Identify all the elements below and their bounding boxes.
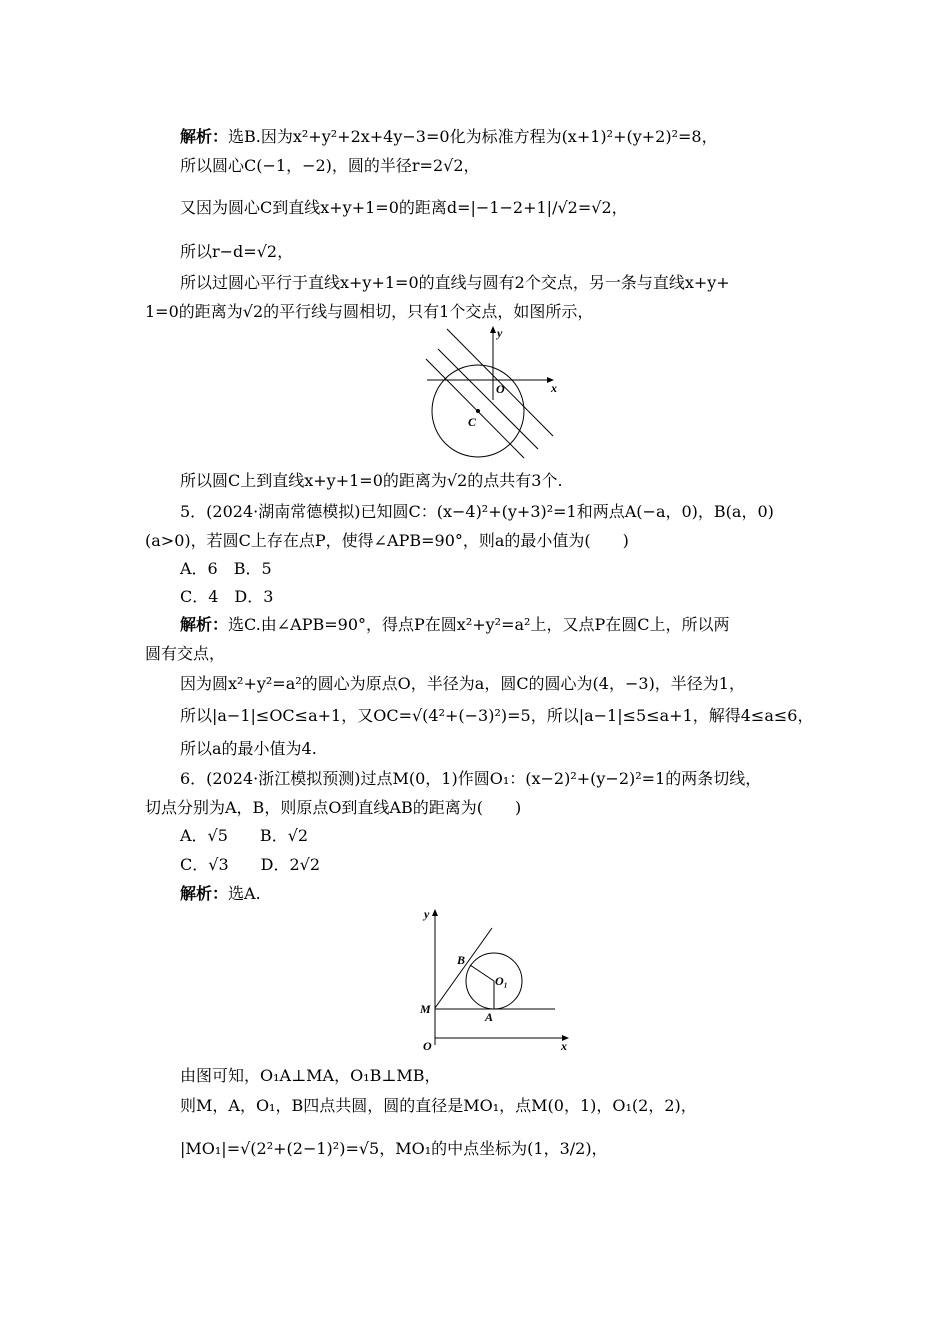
question-6-options-cd: C．√3 D．2√2: [180, 855, 321, 874]
solution-5-line-4: 所以|a−1|≤OC≤a+1，又OC=√(4²+(−3)²)=5，所以|a−1|≤5≤a+1，解得4≤a≤6，: [180, 706, 814, 725]
solution-line-5: 所以过圆心平行于直线x+y+1=0的直线与圆有2个交点，另一条与直线x+y+: [180, 273, 730, 292]
solution-line-6: 1=0的距离为√2的平行线与圆相切，只有1个交点，如图所示，: [145, 302, 594, 321]
solution-label: 解析：: [180, 884, 229, 903]
solution-6-line-1: 解析：选A.: [180, 884, 261, 903]
point-c: [476, 409, 480, 413]
label-y: y: [497, 326, 503, 340]
solution-6-line-4: |MO₁|=√(2²+(2−1)²)=√5，MO₁的中点坐标为(1，3/2)，: [180, 1139, 608, 1158]
solution-label: 解析：: [180, 615, 229, 634]
y-axis-arrow: [432, 909, 438, 916]
label-x: x: [561, 1039, 567, 1053]
label-a: A: [485, 1010, 494, 1024]
solution-6-line-3: 则M，A，O₁，B四点共圆，圆的直径是MO₁，点M(0，1)，O₁(2，2)，: [180, 1096, 697, 1115]
label-x: x: [551, 381, 557, 395]
question-5-line-1: 5．(2024·湖南常德模拟)已知圆C：(x−4)²+(y+3)²=1和两点A(−a，0)，B(a，0): [180, 502, 774, 521]
question-6-options-ab: A．√5 B．√2: [180, 826, 309, 845]
solution-5-line-5: 所以a的最小值为4.: [180, 739, 317, 758]
solution-5-line-2: 圆有交点，: [145, 644, 226, 663]
question-6-line-1: 6．(2024·浙江模拟预测)过点M(0，1)作圆O₁：(x−2)²+(y−2)²=1的两条切线，: [180, 769, 762, 788]
question-6-line-2: 切点分别为A，B，则原点O到直线AB的距离为( ): [145, 798, 522, 817]
solution-line-4: 所以r−d=√2，: [180, 242, 294, 261]
radius-o1b: [470, 965, 494, 981]
y-axis-arrow: [490, 326, 496, 333]
label-o1: O₁: [495, 974, 508, 988]
label-o: O: [423, 1039, 432, 1053]
solution-line-1: 解析：选B.因为x²+y²+2x+4y−3=0化为标准方程为(x+1)²+(y+2)²=8，: [180, 127, 718, 146]
label-y: y: [424, 907, 430, 921]
solution-5-line-3: 因为圆x²+y²=a²的圆心为原点O，半径为a，圆C的圆心为(4，−3)，半径为1，: [180, 674, 745, 693]
question-5-line-2: (a>0)，若圆C上存在点P，使得∠APB=90°，则a的最小值为( ): [145, 531, 629, 550]
question-5-options-cd: C．4 D．3: [180, 587, 274, 606]
question-5-options-ab: A．6 B．5: [180, 559, 272, 578]
line-x-y-1: [438, 349, 538, 449]
solution-line-7: 所以圆C上到直线x+y+1=0的距离为√2的点共有3个.: [180, 471, 563, 490]
solution-line-2: 所以圆心C(−1，−2)，圆的半径r=2√2，: [180, 156, 480, 175]
label-c: C: [468, 415, 477, 429]
line-through-center: [426, 359, 524, 458]
figure-circle-lines: [420, 325, 565, 465]
figure-tangent-lines: [415, 905, 575, 1055]
label-o: O: [496, 382, 505, 396]
solution-label: 解析：: [180, 127, 229, 146]
label-b: B: [457, 953, 466, 967]
solution-5-line-1: 解析：选C.由∠APB=90°，得点P在圆x²+y²=a²上，又点P在圆C上，所以两: [180, 615, 730, 634]
label-m: M: [420, 1002, 431, 1016]
solution-6-line-2: 由图可知，O₁A⊥MA，O₁B⊥MB，: [180, 1066, 441, 1085]
tangent-line-mb: [435, 928, 492, 1008]
solution-line-3: 又因为圆心C到直线x+y+1=0的距离d=|−1−2+1|/√2=√2，: [180, 198, 628, 217]
